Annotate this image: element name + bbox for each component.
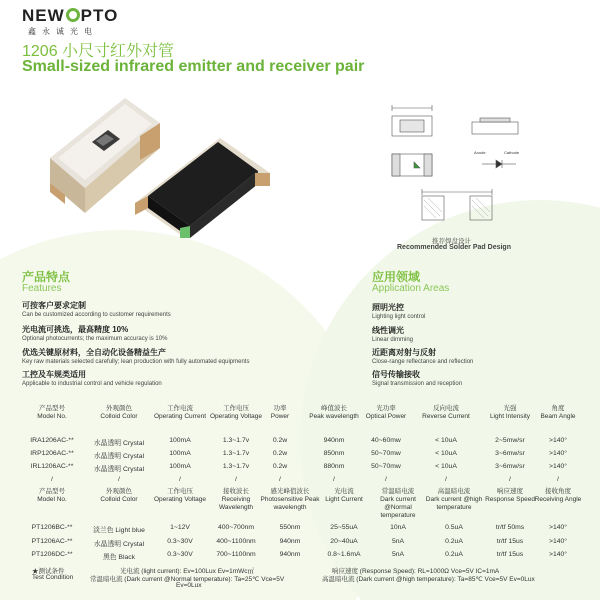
side-view-outline [472, 122, 518, 134]
receiver_table-cell: 5nA [391, 538, 405, 545]
emitter_table-cell: 100mA [169, 450, 191, 457]
emitter_table-cell: 940nm [323, 437, 345, 444]
emitter_table-header-cell [354, 405, 418, 421]
receiver_table-header-en: Light Current [325, 496, 363, 503]
applications-title-en: Application Areas [372, 283, 450, 294]
receiver_table-header-en: Photosensitive Peak wavelength [260, 496, 320, 511]
receiver_table-cell: 940nm [279, 538, 301, 545]
receiver_table-cell: 20~40uA [330, 538, 358, 545]
test-condition-label-cn: ★测试条件 [32, 568, 65, 575]
receiver_table-cell: 1~12V [170, 524, 190, 531]
feature-cn: 可按客户要求定制 [22, 301, 86, 310]
receiver_table-header-en: Receiving Wavelength [218, 496, 254, 511]
receiver_table-cell: 5nA [391, 551, 405, 558]
receiver_table-cell: 0.2uA [445, 551, 463, 558]
emitter_table-header-en: Beam Angle [540, 413, 576, 420]
test-condition-line2-right: 高温暗电流 (Dark current @high temperature): Ta=85℃ Vce=5V Ev=0Lux [322, 576, 535, 583]
receiver_table-cell: 0.8~1.6mA [327, 551, 361, 558]
receiver_table-header-en: Response Speed [485, 496, 535, 503]
emitter_table-header-cell [414, 405, 478, 421]
application-en: Lighting light control [372, 314, 426, 320]
features-title-cn: 产品特点 [22, 270, 71, 284]
receiver_table-header-cell [87, 488, 151, 504]
emitter_table-cell: 1.3~1.7v [222, 463, 250, 470]
emitter_table-cell: 0.2w [272, 463, 288, 470]
receiver_table-cell: 400~1100nm [216, 538, 256, 545]
feature-en: Optional photocurrents; the maximum accuracy is 10% [22, 336, 168, 342]
receiver_table-cell: 25~55uA [330, 524, 358, 531]
emitter_table-cell: 3~6mw/sr [495, 450, 525, 457]
emitter_table-cell: / [118, 476, 120, 483]
page-title-cn: 1206 小尺寸红外对管 [22, 43, 175, 60]
applications-title-cn: 应用领域 [372, 270, 421, 284]
emitter_table-cell: 850nm [323, 450, 345, 457]
receiver_table-header-cn: 工作电压 [167, 488, 193, 495]
receiver_table-cell: 黑色 Black [102, 554, 136, 561]
receiver_table-header-cell [526, 488, 590, 504]
emitter_table-header-cn: 外观颜色 [106, 405, 132, 412]
receiver_table-header-cell [20, 488, 84, 504]
receiver_table-cell: PT1206BC-** [31, 524, 73, 531]
feature-item [22, 369, 322, 388]
emitter_table-header-en: Power [270, 413, 290, 420]
features-title-en: Features [22, 283, 62, 294]
receiver_table-header-en: Colloid Color [100, 496, 138, 503]
emitter_table-cell: >140° [548, 437, 568, 444]
feature-cn: 工控及车规类适用 [22, 370, 86, 379]
emitter_table-header-cn: 反向电流 [433, 405, 459, 412]
emitter_table-cell: IRA1206AC-** [30, 437, 74, 444]
application-cn: 照明光控 [372, 303, 404, 312]
emitter_table-cell: >140° [548, 463, 568, 470]
pad-caption-cn: 推荐焊盘设计 [432, 238, 471, 245]
feature-item [22, 324, 322, 343]
emitter_table-header-en: Optical Power [365, 413, 407, 420]
receiver_table-header-cn: 外观颜色 [106, 488, 132, 495]
emitter_table-header-cn: 角度 [551, 405, 565, 412]
emitter_table-header-cn: 光功率 [376, 405, 396, 412]
emitter_table-cell: 3~6mw/sr [495, 463, 525, 470]
receiver_table-header-cn: 接收波长 [223, 488, 249, 495]
receiver_table-header-cell [366, 488, 430, 520]
emitter_table-cell: < 10uA [435, 463, 457, 470]
emitter_table-cell: 水晶透明 Crystal [93, 453, 145, 460]
emitter_table-header-en: Light Intensity [489, 413, 531, 420]
feature-cn: 光电流可挑选，最高精度 10% [22, 325, 129, 334]
receiver_table-header-cell [422, 488, 486, 512]
emitter_table-cell: >140° [548, 450, 568, 457]
receiver_table-cell: 10nA [390, 524, 406, 531]
logo-text-right: PTO [80, 6, 119, 25]
application-en: Linear dimming [372, 337, 414, 343]
receiver_table-cell: 700~1100nm [216, 551, 256, 558]
receiver_table-cell: PT1206DC-** [31, 551, 73, 558]
receiver_table-header-cn: 接收角度 [545, 488, 571, 495]
receiver_table-cell: 淡兰色 Light blue [93, 527, 145, 534]
emitter_table-cell: / [557, 476, 559, 483]
receiver_table-header-cn: 常温暗电流 [381, 488, 415, 495]
emitter_table-cell: / [51, 476, 53, 483]
receiver_table-header-cn: 高温暗电流 [437, 488, 471, 495]
emitter_table-cell: / [445, 476, 447, 483]
emitter_table-cell: 100mA [169, 437, 191, 444]
receiver_table-cell: 400~700nm [217, 524, 255, 531]
emitter_table-cell: 100mA [169, 463, 191, 470]
receiver_table-header-cn: 响应速度 [497, 488, 523, 495]
receiver_table-cell: tr/tf 50ms [495, 524, 525, 531]
feature-cn: 优选关键原材料，全自动化设备精益生产 [22, 348, 166, 357]
receiver_table-cell: 0.2uA [445, 538, 463, 545]
feature-item [22, 300, 322, 319]
emitter_table-header-en: Operating Current [153, 413, 207, 420]
feature-en: Applicable to industrial control and vehicle regulation [22, 381, 162, 387]
receiver_table-cell: 0.3~30V [167, 551, 193, 558]
receiver_table-header-en: Dark current @high temperature [425, 496, 483, 511]
application-item [372, 369, 582, 388]
emitter_table-header-cn: 工作电流 [167, 405, 193, 412]
emitter_table-cell: / [279, 476, 281, 483]
emitter_table-header-cn: 功率 [273, 405, 287, 412]
emitter_table-header-cell [87, 405, 151, 421]
emitter_table-cell: / [509, 476, 511, 483]
black-receiver-image [135, 138, 270, 238]
emitter_table-cell: / [385, 476, 387, 483]
receiver_table-cell: >140° [548, 551, 568, 558]
test-condition-line2-left: 常温暗电流 (Dark current @Normal temperature): Ta=25℃ Vce=5V [90, 576, 285, 583]
emitter_table-cell: IRL1206AC-** [30, 463, 74, 470]
feature-item [22, 347, 322, 366]
receiver_table-header-cell [148, 488, 212, 504]
emitter_table-header-cell [526, 405, 590, 421]
emitter_table-header-en: Model No. [37, 413, 67, 420]
receiver_table-header-en: Model No. [37, 496, 67, 503]
solder-pad-left [422, 196, 444, 220]
emitter_table-cell: 0.2w [272, 450, 288, 457]
brand-logo [22, 6, 118, 26]
receiver_table-cell: tr/tf 15us [496, 551, 524, 558]
emitter_table-cell: 50~70mw [371, 450, 401, 457]
emitter_table-cell: 水晶透明 Crystal [93, 440, 145, 447]
emitter_table-cell: / [179, 476, 181, 483]
feature-en: Can be customized according to customer requirements [22, 312, 171, 318]
emitter_table-cell: / [235, 476, 237, 483]
application-cn: 信号传输接收 [372, 370, 420, 379]
receiver_table-header-cn: 产品型号 [39, 488, 65, 495]
application-cn: 线性调光 [372, 326, 404, 335]
application-item [372, 302, 582, 321]
receiver_table-header-cn: 感光峰值波长 [270, 488, 310, 495]
receiver_table-cell: tr/tf 15us [496, 538, 524, 545]
emitter_table-cell: / [333, 476, 335, 483]
receiver_table-cell: 940nm [279, 551, 301, 558]
logo-chinese: 鑫永诚光电 [28, 27, 98, 36]
emitter_table-header-cell [20, 405, 84, 421]
logo-text-left: NEW [22, 6, 65, 25]
receiver_table-cell: 550nm [279, 524, 301, 531]
emitter_table-header-en: Peak wavelength [309, 413, 359, 420]
emitter_table-cell: 880nm [323, 463, 345, 470]
emitter_table-cell: IRP1206AC-** [30, 450, 74, 457]
test-condition-line3-left: Ev=0Lux [176, 582, 202, 589]
clear-emitter-image [50, 98, 160, 213]
top-view-lens [400, 120, 424, 132]
receiver_table-cell: 0.3~30V [167, 538, 193, 545]
receiver_table-cell: >140° [548, 538, 568, 545]
emitter_table-header-cn: 峰值波长 [321, 405, 347, 412]
technical-drawing [362, 96, 580, 246]
application-en: Close-range reflectance and reflection [372, 359, 474, 365]
receiver_table-cell: >140° [548, 524, 568, 531]
logo-o-icon [66, 8, 80, 22]
solder-pad-right [470, 196, 492, 220]
emitter_table-header-cell [148, 405, 212, 421]
test-condition-label-en: Test Condition [32, 574, 74, 581]
feature-en: Key raw materials selected carefully; lean production with fully automated equipments [22, 359, 250, 365]
application-item [372, 347, 582, 366]
emitter_table-cell: < 10uA [435, 437, 457, 444]
emitter_table-cell: 水晶透明 Crystal [93, 466, 145, 473]
receiver_table-cell: 水晶透明 Crystal [93, 541, 145, 548]
emitter_table-header-cn: 产品型号 [39, 405, 65, 412]
emitter_table-cell: 0.2w [272, 437, 288, 444]
emitter_table-header-en: Operating Voltage [209, 413, 263, 420]
emitter_table-header-cn: 光强 [503, 405, 517, 412]
test-condition-line1-left: 光电流 (light current): Ev=100Lux Ev=1mWc㎡ [120, 568, 255, 575]
application-item [372, 325, 582, 344]
application-en: Signal transmission and reception [372, 381, 463, 387]
application-cn: 近距离对射与反射 [372, 348, 436, 357]
product-photo [30, 88, 280, 248]
emitter_table-cell: 1.3~1.7v [222, 450, 250, 457]
receiver_table-cell: PT1206AC-** [31, 538, 73, 545]
receiver_table-cell: 0.5uA [445, 524, 463, 531]
emitter_table-cell: 40~60mw [371, 437, 401, 444]
pad-caption-en: Recommended Solder Pad Design [397, 244, 511, 251]
cathode-label: Cathode [504, 150, 520, 155]
emitter_table-header-cn: 工作电压 [223, 405, 249, 412]
page-title-en: Small-sized infrared emitter and receiver pair [22, 58, 365, 75]
emitter_table-header-en: Colloid Color [100, 413, 138, 420]
emitter_table-cell: 2~5mw/sr [495, 437, 525, 444]
receiver_table-header-cn: 光电流 [334, 488, 354, 495]
receiver_table-header-en: Receiving Angle [534, 496, 582, 503]
receiver_table-header-en: Dark current @Normal temperature [380, 496, 416, 519]
receiver_table-header-en: Operating Voltage [153, 496, 207, 503]
emitter_table-cell: 1.3~1.7v [222, 437, 250, 444]
test-condition-line1-right: 响应速度 (Response Speed): RL=1000Ω Vce=5V IC=1mA [332, 568, 500, 575]
emitter_table-cell: 50~70mw [371, 463, 401, 470]
emitter_table-cell: < 10uA [435, 450, 457, 457]
emitter_table-header-en: Reverse Current [422, 413, 470, 420]
anode-label: Anode [474, 150, 486, 155]
